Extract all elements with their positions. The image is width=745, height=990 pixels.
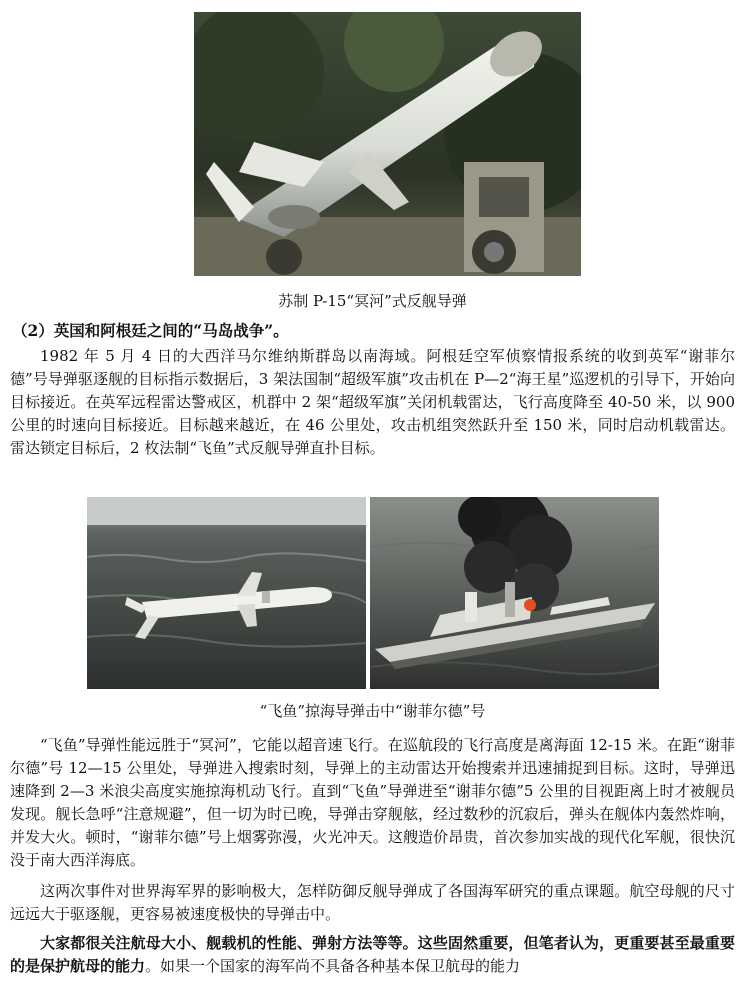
- body-paragraph: 这两次事件对世界海军界的影响极大，怎样防御反舰导弹成了各国海军研究的重点课题。航空母舰的尺寸远远大于驱逐舰，更容易被速度极快的导弹击中。: [10, 882, 735, 923]
- body-paragraph: “飞鱼”导弹性能远胜于“冥河”，它能以超音速飞行。在巡航段的飞行高度是离海面 12-15 米。在距“谢菲尔德”号 12—15 公里处，导弹进入搜索时刻，导弹上的主动雷达开始搜索并迅速捕捉到目标。这时，导弹迅速降到 2—3 米浪尖高度实施掠海机动飞行。直到“飞鱼”导弹进至“谢菲尔德”5 公里的目视距离上时才被舰员发现。舰长急呼“注意规避”，但一切为时已晚，导弹击穿舰舷，经过数秒的沉寂后，弹头在舰体内轰然炸响，并发大火。顿时，“谢菲尔德”号上烟雾弥漫，火光冲天。这艘造价昂贵，首次参加实战的现代化军舰，很快沉没于南大西洋海底。: [10, 736, 735, 869]
- figure-caption: “飞鱼”掠海导弹击中“谢菲尔德”号: [259, 702, 486, 720]
- body-text: 。如果一个国家的海军尚不具备各种基本保卫航母的能力: [145, 957, 521, 975]
- missile-on-launcher-photo: [194, 12, 581, 276]
- emphasized-text: 大家都很关注航母大小、舰载机的性能、弹射方法等等。这些固然重要，但笔者认为，更重要甚至最重要的是保护航母的能力: [10, 934, 735, 975]
- body-paragraph: 1982 年 5 月 4 日的大西洋马尔维纳斯群岛以南海域。阿根廷空军侦察情报系统的收到英军“谢菲尔德”号导弹驱逐舰的目标指示数据后，3 架法国制“超级军旗”攻击机在 P—2“海王星”巡逻机的引导下，开始向目标接近。在英军远程雷达警戒区，机群中 2 架“超级军旗”关闭机载雷达，飞行高度降至 40-50 米，以 900 公里的时速向目标接近。目标越来越近，在 46 公里处，攻击机组突然跃升至 150 米，同时启动机载雷达。雷达锁定目标后，2 枚法制“飞鱼”式反舰导弹直扑目标。: [10, 347, 735, 457]
- exocet-missile-photo: [87, 497, 366, 689]
- figure-caption: 苏制 P-15“冥河”式反舰导弹: [278, 292, 467, 310]
- body-paragraph: [10, 932, 735, 978]
- burning-destroyer-photo: [370, 497, 659, 689]
- section-heading: （2）英国和阿根廷之间的“马岛战争”。: [12, 321, 289, 340]
